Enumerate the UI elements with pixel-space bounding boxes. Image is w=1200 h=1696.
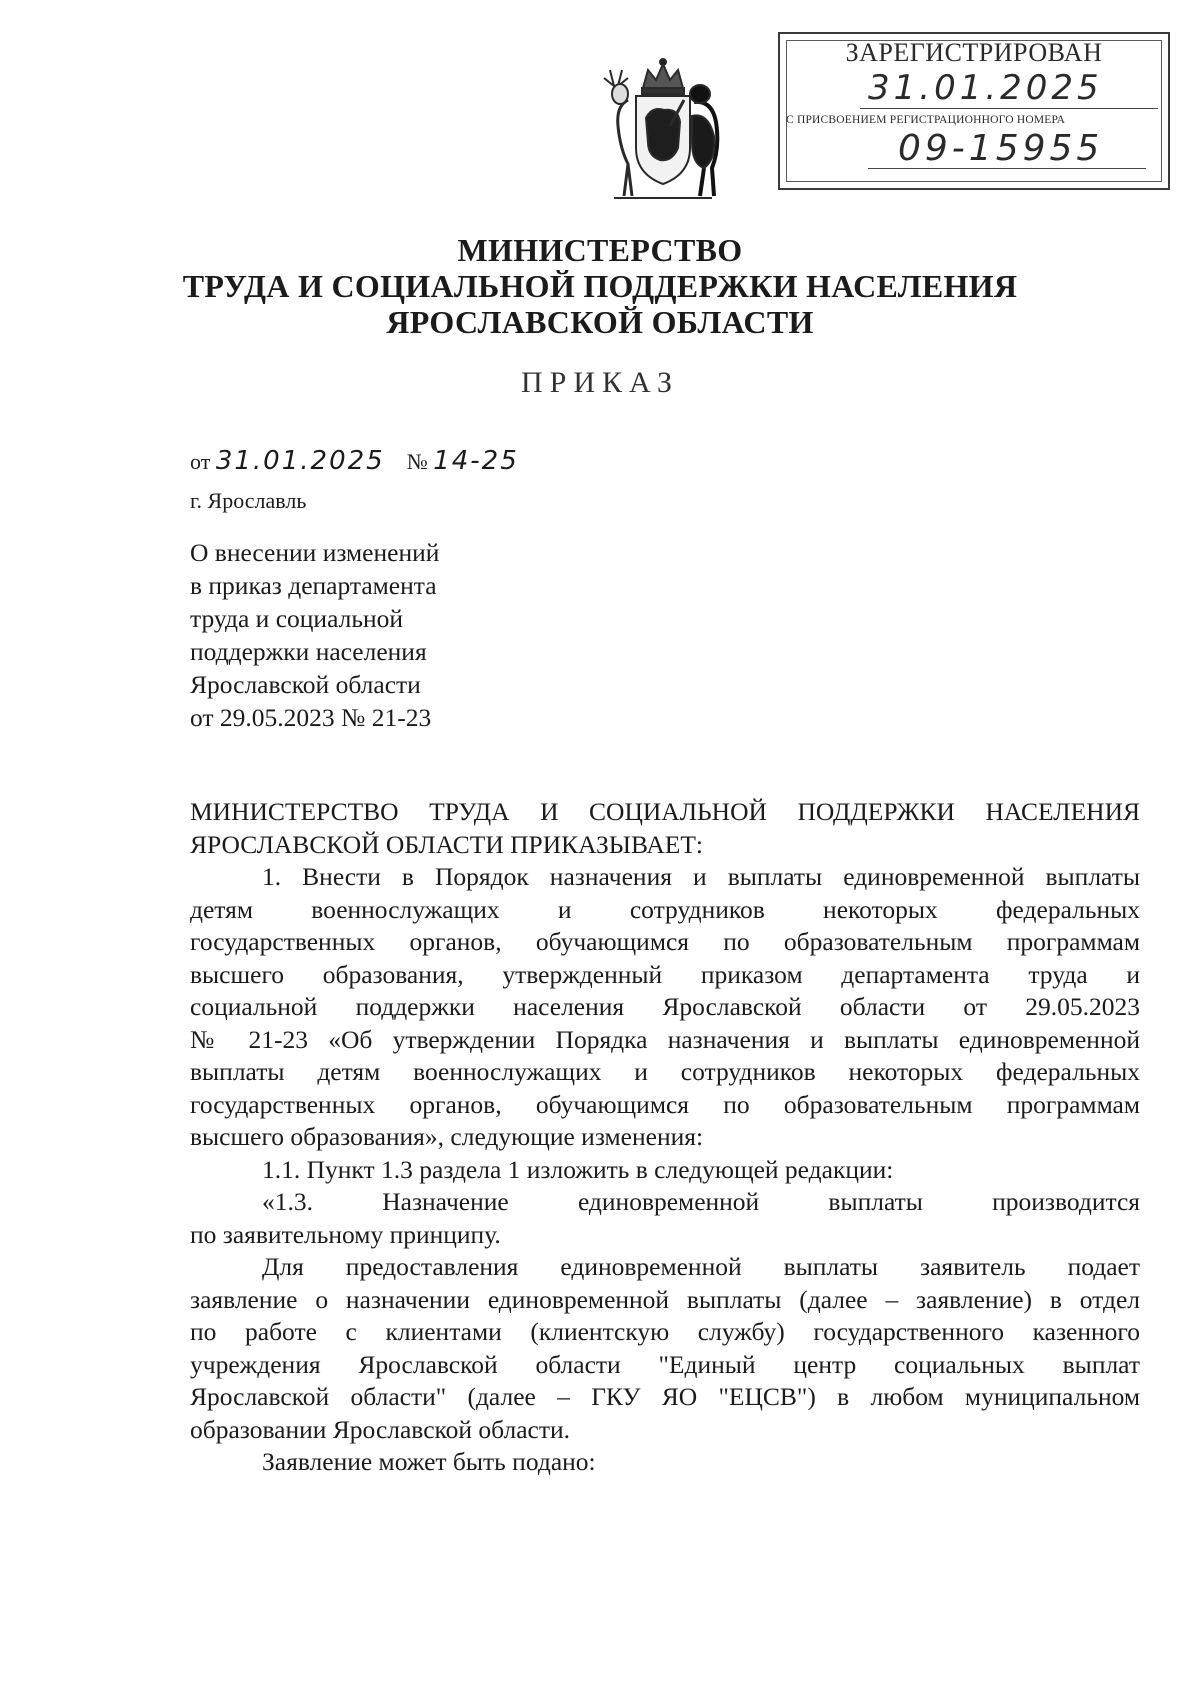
body-line: социальной поддержки населения Ярославской области от 29.05.2023 — [190, 992, 1140, 1021]
body-line: детям военнослужащих и сотрудников некоторых федеральных — [190, 894, 1140, 924]
from-label: от — [190, 449, 211, 474]
subject-line: в приказ департамента — [190, 571, 437, 600]
ministry-line: ТРУДА И СОЦИАЛЬНОЙ ПОДДЕРЖКИ НАСЕЛЕНИЯ — [182, 268, 1018, 304]
body-line: высшего образования, утвержденный приказом департамента труда и — [190, 959, 1140, 989]
document-type: ПРИКАЗ — [521, 366, 679, 399]
body-line: 1.1. Пункт 1.3 раздела 1 изложить в следующей редакции: — [262, 1154, 894, 1184]
ministry-heading — [0, 232, 1200, 340]
body-line: по работе с клиентами (клиентскую службу) государственного казенного — [190, 1317, 1140, 1346]
subject-line: от 29.05.2023 № 21-23 — [190, 703, 432, 732]
body-line: ЯРОСЛАВСКОЙ ОБЛАСТИ ПРИКАЗЫВАЕТ: — [190, 829, 704, 859]
stamp-title: ЗАРЕГИСТРИРОВАН — [845, 38, 1103, 67]
body-line: выплаты детям военнослужащих и сотрудников некоторых федеральных — [190, 1057, 1140, 1086]
registration-stamp — [778, 32, 1170, 190]
body-line: государственных органов, обучающимся по образовательным программам — [190, 1089, 1140, 1119]
body-line: образовании Ярославской области. — [190, 1414, 570, 1444]
subject-line: поддержки населения — [190, 637, 427, 666]
stamp-date: 31.01.2025 — [868, 68, 1103, 108]
order-date-line — [190, 446, 519, 476]
body-line: 1. Внести в Порядок назначения и выплаты единовременной выплаты — [262, 862, 1140, 891]
body-line: Ярославской области" (далее – ГКУ ЯО "ЕЦСВ") в любом муниципальном — [190, 1382, 1140, 1411]
body-line: учреждения Ярославской области "Единый центр социальных выплат — [190, 1349, 1140, 1379]
subject-line: труда и социальной — [190, 604, 404, 633]
number-label: № — [406, 449, 428, 474]
ministry-line: ЯРОСЛАВСКОЙ ОБЛАСТИ — [386, 304, 814, 340]
body-line: Для предоставления единовременной выплаты заявитель подает — [262, 1252, 1140, 1281]
stamp-divider — [860, 108, 1158, 109]
body-line: № 21-23 «Об утверждении Порядка назначения и выплаты единовременной — [190, 1024, 1140, 1054]
coat-of-arms-emblem — [588, 56, 738, 202]
body-line: высшего образования», следующие изменения: — [190, 1122, 704, 1151]
order-date: 31.01.2025 — [215, 446, 385, 476]
body-line: «1.3. Назначение единовременной выплаты производится — [262, 1187, 1140, 1216]
ministry-line: МИНИСТЕРСТВО — [457, 232, 743, 268]
city: г. Ярославль — [190, 488, 307, 513]
stamp-divider — [868, 168, 1146, 169]
body-line: по заявительному принципу. — [190, 1219, 501, 1249]
stamp-label: С ПРИСВОЕНИЕМ РЕГИСТРАЦИОННОГО НОМЕРА — [786, 114, 1066, 126]
order-subject — [190, 536, 439, 734]
subject-line: Ярославской области — [190, 670, 421, 699]
stamp-number: 09-15955 — [898, 128, 1104, 169]
subject-line: О внесении изменений — [190, 538, 440, 567]
body-line: заявление о назначении единовременной выплаты (далее – заявление) в отдел — [190, 1284, 1140, 1314]
order-body — [190, 796, 1140, 1479]
body-line: Заявление может быть подано: — [262, 1447, 596, 1476]
body-line: государственных органов, обучающимся по образовательным программам — [190, 927, 1140, 956]
body-line: МИНИСТЕРСТВО ТРУДА И СОЦИАЛЬНОЙ ПОДДЕРЖКИ НАСЕЛЕНИЯ — [190, 797, 1140, 826]
order-number: 14-25 — [433, 446, 519, 476]
